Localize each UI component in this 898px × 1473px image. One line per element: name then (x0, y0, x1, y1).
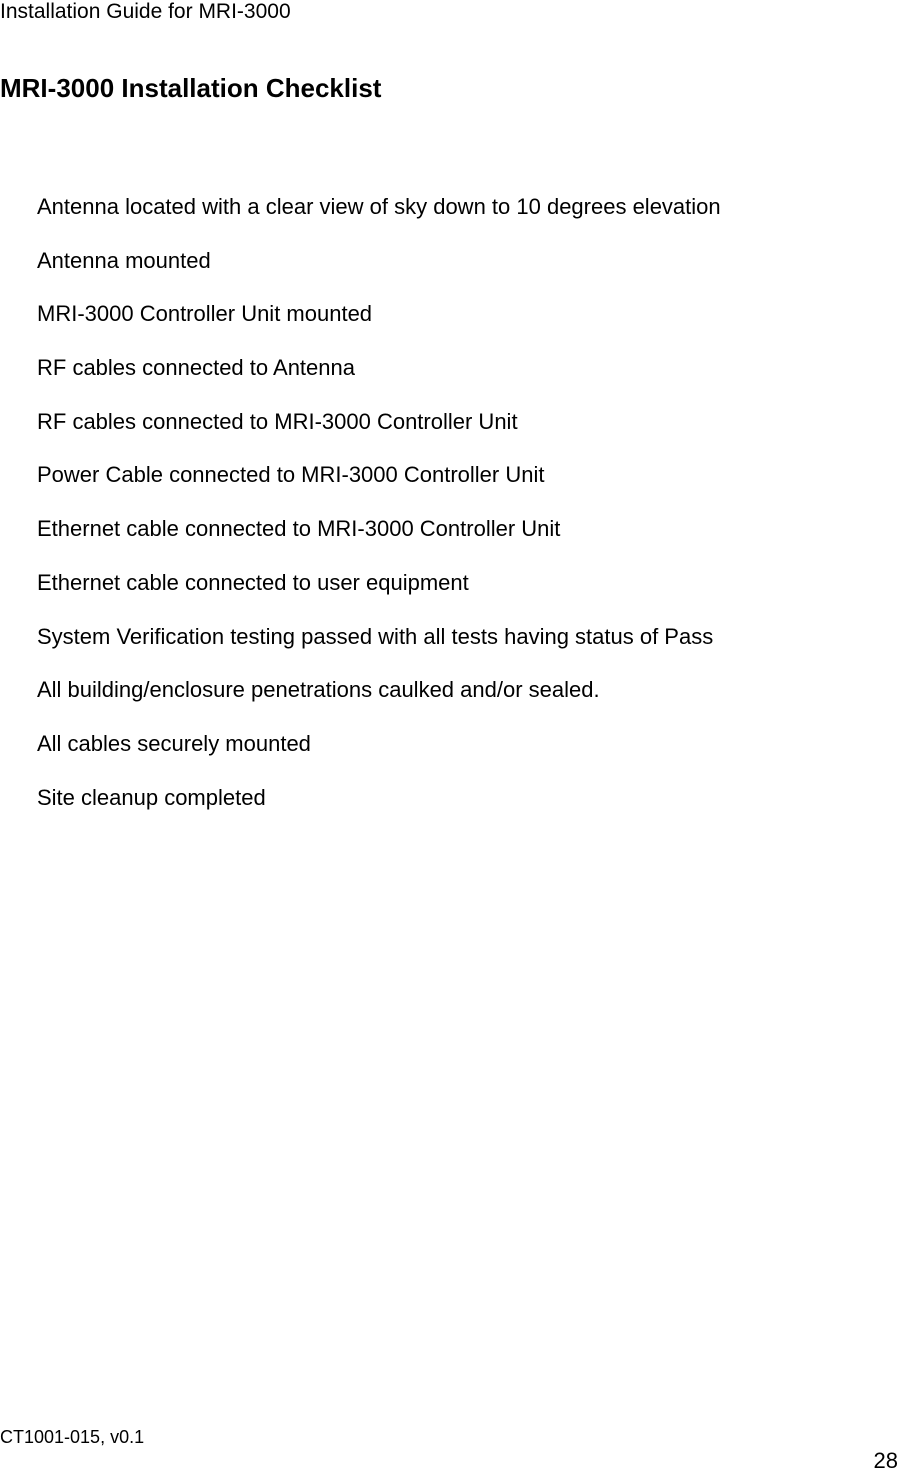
checklist-item: Power Cable connected to MRI-3000 Controller Unit (37, 462, 545, 488)
page-number: 28 (873, 1448, 898, 1473)
checklist-item: Site cleanup completed (37, 784, 266, 810)
page-title: MRI-3000 Installation Checklist (0, 73, 382, 103)
checklist-item: All cables securely mounted (37, 730, 311, 756)
checklist-item: Antenna mounted (37, 247, 211, 273)
checklist-item: Ethernet cable connected to MRI-3000 Controller Unit (37, 516, 561, 542)
checklist-item: Antenna located with a clear view of sky down to 10 degrees elevation (37, 194, 721, 219)
checklist-item: All building/enclosure penetrations caulked and/or sealed. (37, 677, 600, 703)
running-header: Installation Guide for MRI-3000 (0, 0, 291, 23)
checklist-item: RF cables connected to MRI-3000 Controller Unit (37, 408, 518, 434)
document-id: CT1001-015, v0.1 (0, 1427, 145, 1447)
checklist-item: System Verification testing passed with all tests having status of Pass (37, 623, 714, 649)
checklist-item: MRI-3000 Controller Unit mounted (37, 301, 373, 327)
checklist-item: Ethernet cable connected to user equipment (37, 569, 469, 595)
checklist-item: RF cables connected to Antenna (37, 355, 355, 381)
installation-checklist (37, 192, 721, 836)
